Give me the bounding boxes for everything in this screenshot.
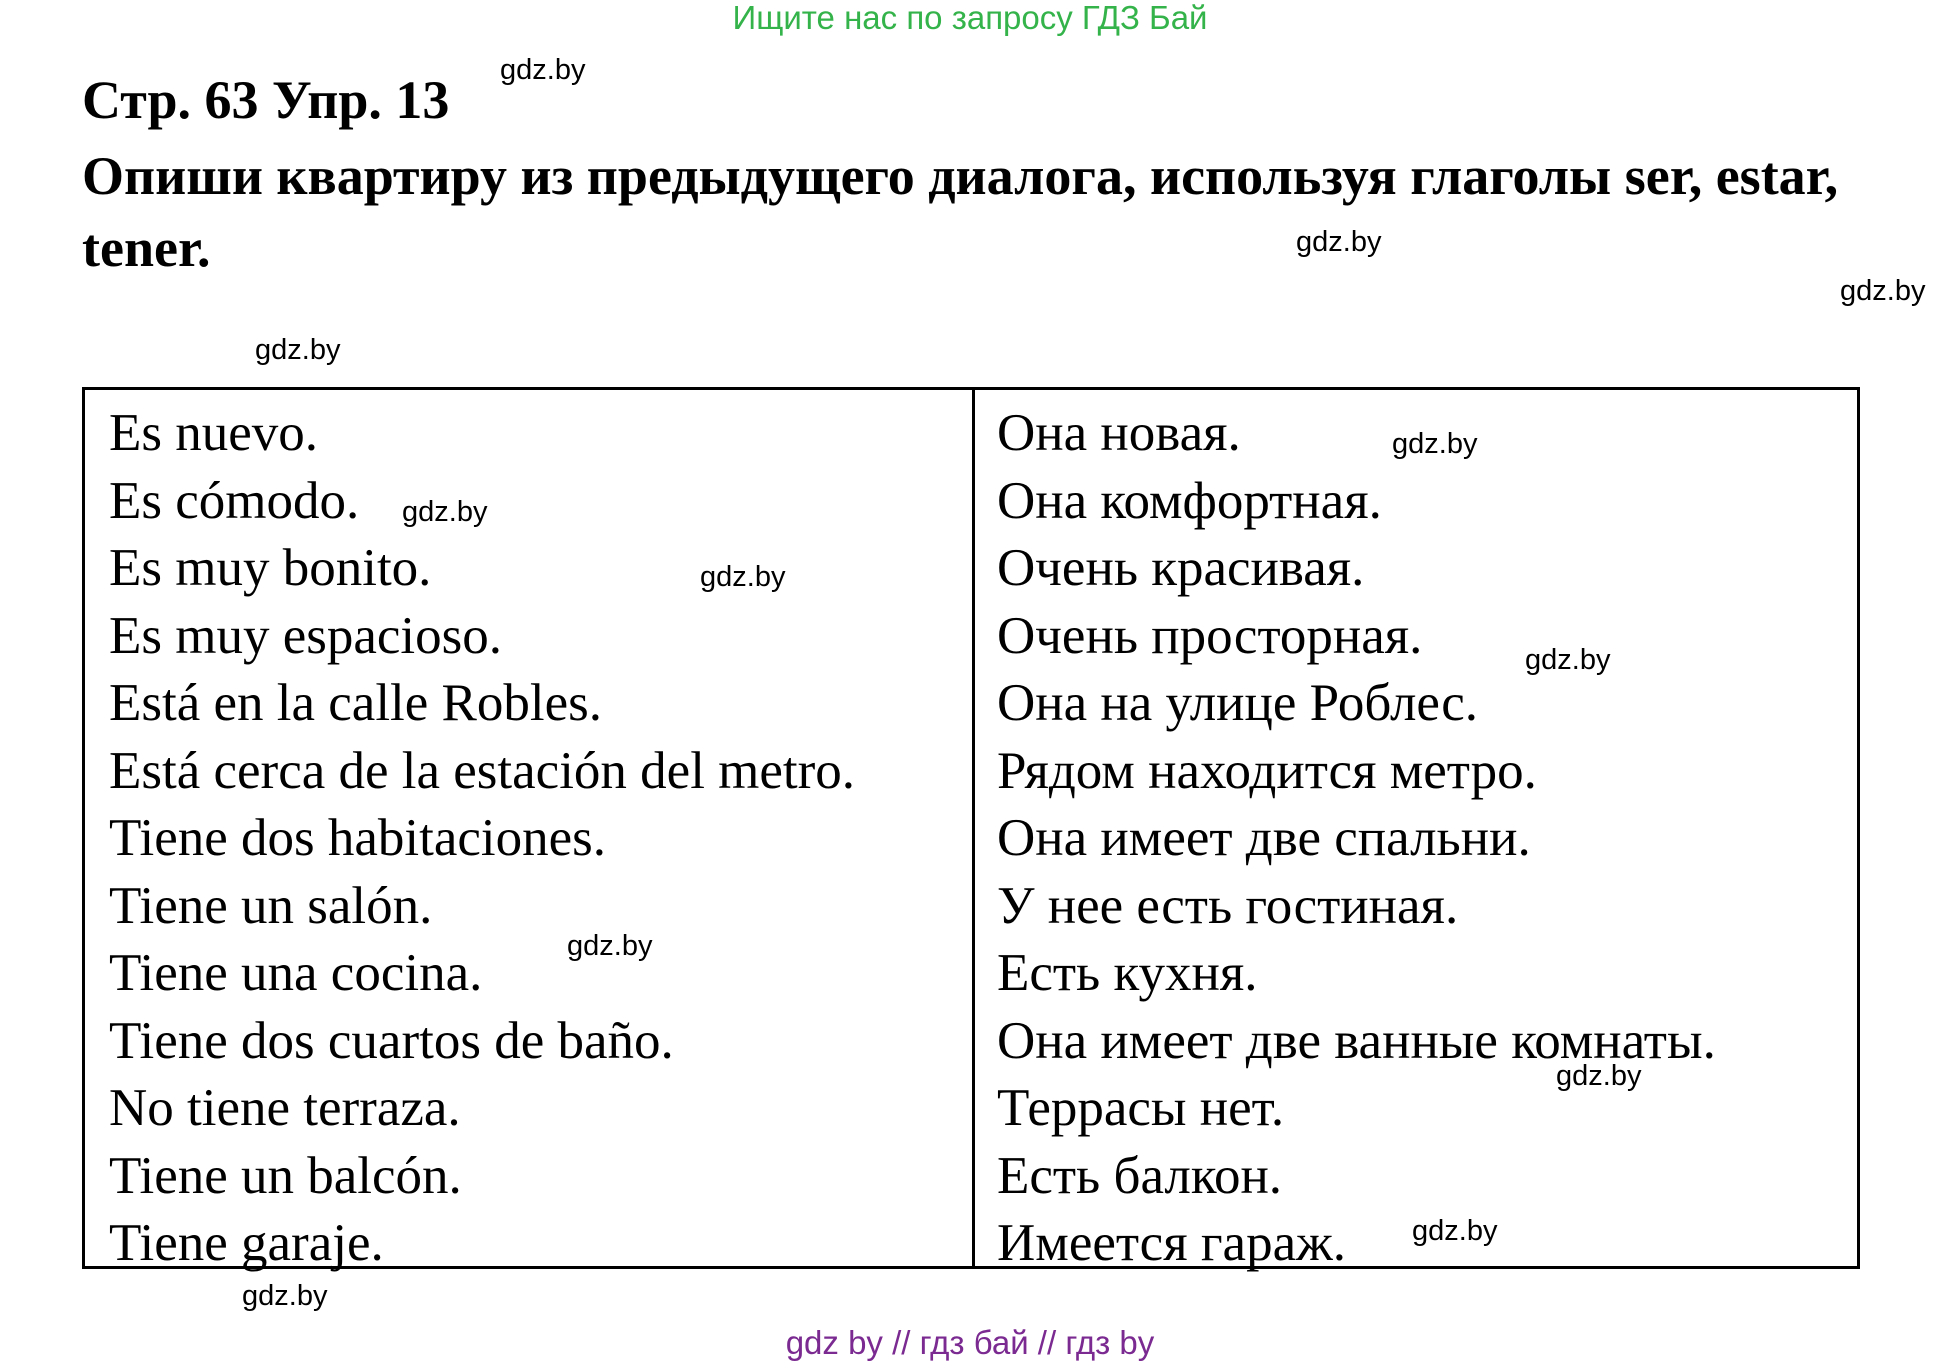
spanish-line: Tiene una cocina. [109, 944, 483, 1002]
spanish-column [85, 390, 975, 1272]
russian-line: Она новая. [997, 404, 1241, 462]
spanish-line: Tiene un salón. [109, 876, 433, 935]
russian-line: Очень красивая. [997, 539, 1365, 597]
spanish-line: Es nuevo. [109, 404, 319, 462]
russian-line: Она имеет две спальни. [997, 809, 1531, 867]
watermark: gdz.by [567, 930, 653, 962]
russian-line: Она имеет две ванные комнаты. [997, 1011, 1716, 1070]
spanish-line: Es muy espacioso. [109, 606, 503, 665]
spanish-line: Es muy bonito. [109, 539, 432, 597]
translation-table [82, 387, 1860, 1272]
watermark: gdz.by [255, 334, 341, 366]
russian-column [975, 390, 1857, 1272]
spanish-line: Tiene garaje. [109, 1214, 384, 1272]
russian-line: У нее есть гостиная. [997, 876, 1459, 935]
page-title: Стр. 63 Упр. 13 [82, 70, 450, 130]
spanish-line: Tiene dos cuartos de baño. [109, 1011, 674, 1070]
watermark: gdz.by [700, 561, 786, 593]
watermark: gdz.by [402, 496, 488, 528]
russian-line: Имеется гараж. [997, 1214, 1346, 1272]
russian-line: Рядом находится метро. [997, 741, 1537, 800]
spanish-line: No tiene terraza. [109, 1079, 461, 1137]
watermark: gdz.by [1840, 275, 1926, 307]
watermark: gdz.by [242, 1280, 328, 1312]
watermark: gdz.by [1525, 644, 1611, 676]
spanish-line: Tiene dos habitaciones. [109, 809, 607, 867]
russian-line: Террасы нет. [997, 1079, 1285, 1137]
footer-watermark: gdz by // гдз бай // гдз by [785, 1324, 1155, 1361]
exercise-instruction: Опиши квартиру из предыдущего диалога, используя глаголы ser, estar, tener. [82, 146, 1839, 278]
watermark: gdz.by [1296, 226, 1382, 258]
spanish-line: Es cómodo. [109, 471, 360, 530]
watermark: gdz.by [1392, 428, 1478, 460]
site-banner: Ищите нас по запросу ГДЗ Бай [732, 0, 1208, 36]
russian-line: Очень просторная. [997, 606, 1423, 665]
watermark: gdz.by [500, 54, 586, 86]
spanish-line: Está en la calle Robles. [109, 674, 603, 732]
spanish-line: Tiene un balcón. [109, 1146, 462, 1205]
russian-line: Она комфортная. [997, 471, 1382, 530]
watermark: gdz.by [1412, 1215, 1498, 1247]
russian-line: Есть кухня. [997, 944, 1258, 1002]
watermark: gdz.by [1556, 1060, 1642, 1092]
russian-line: Она на улице Роблес. [997, 674, 1479, 732]
russian-line: Есть балкон. [997, 1146, 1283, 1205]
spanish-line: Está cerca de la estación del metro. [109, 741, 856, 800]
